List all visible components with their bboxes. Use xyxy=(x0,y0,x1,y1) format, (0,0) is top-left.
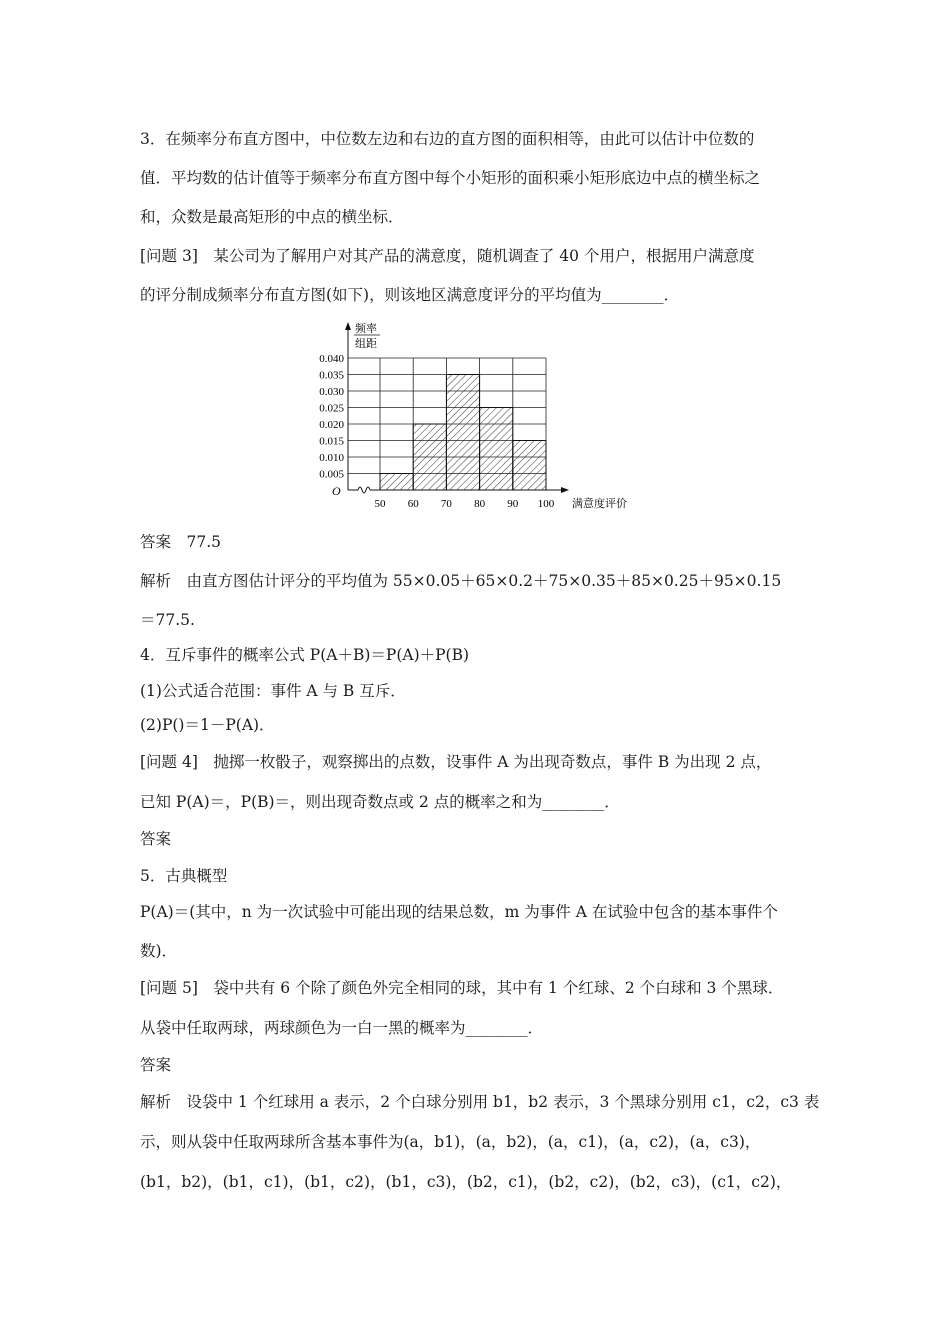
paragraph-line: (2)P()＝1－P(A)． xyxy=(140,716,275,734)
histogram-bar xyxy=(380,474,413,491)
axis-break xyxy=(358,487,370,493)
x-axis-arrow xyxy=(561,487,569,493)
paragraph-line: (1)公式适合范围：事件 A 与 B 互斥． xyxy=(140,682,406,700)
histogram-bar xyxy=(513,441,546,491)
y-label-bottom: 组距 xyxy=(355,338,377,350)
y-tick-label: 0.025 xyxy=(319,402,344,415)
y-axis-arrow xyxy=(345,322,351,330)
y-tick-label: 0.020 xyxy=(319,419,344,431)
y-tick-label: 0.035 xyxy=(319,369,344,382)
frequency-histogram xyxy=(296,318,646,514)
paragraph-line: 3．在频率分布直方图中，中位数左边和右边的直方图的面积相等，由此可以估计中位数的 xyxy=(140,130,755,148)
x-tick-label: 90 xyxy=(507,498,519,510)
solution-5-line: (b1，b2)，(b1，c1)，(b1，c2)，(b1，c3)，(b2，c1)，(b2，c2)，(b2，c3)，(c1，c2)， xyxy=(140,1173,792,1191)
paragraph-line: P(A)＝(其中，n 为一次试验中可能出现的结果总数，m 为事件 A 在试验中包含的基本事件个 xyxy=(140,903,778,921)
histogram-bar xyxy=(446,375,479,491)
y-tick-label: 0.015 xyxy=(319,435,344,448)
y-tick-label: 0.040 xyxy=(319,353,344,365)
problem-3-line: 的评分制成频率分布直方图(如下)，则该地区满意度评分的平均值为________． xyxy=(140,286,680,304)
x-tick-label: 100 xyxy=(537,498,555,510)
x-tick-label: 50 xyxy=(374,498,386,510)
problem-3-line: [问题 3] 某公司为了解用户对其产品的满意度，随机调查了 40 个用户，根据用户满意度 xyxy=(140,247,755,265)
paragraph-line: 值．平均数的估计值等于频率分布直方图中每个小矩形的面积乘小矩形底边中点的横坐标之 xyxy=(140,169,761,187)
histogram-bar xyxy=(480,408,513,491)
x-axis-label: 满意度评价 xyxy=(572,498,627,510)
x-tick-label: 70 xyxy=(440,498,452,510)
y-tick-label: 0.005 xyxy=(319,468,344,481)
problem-4-line: 已知 P(A)＝，P(B)＝，则出现奇数点或 2 点的概率之和为________． xyxy=(140,793,620,811)
paragraph-line: 和，众数是最高矩形的中点的横坐标． xyxy=(140,208,404,226)
paragraph-line: 数)． xyxy=(140,942,178,960)
y-tick-label: 0.030 xyxy=(319,386,344,398)
problem-5-line: [问题 5] 袋中共有 6 个除了颜色外完全相同的球，其中有 1 个红球、2 个白球和 3 个黑球． xyxy=(140,979,784,997)
origin-label: O xyxy=(332,484,341,498)
solution-3-line: ＝77.5. xyxy=(140,611,195,629)
answer-5: 答案 xyxy=(140,1056,172,1074)
solution-5-line: 解析 设袋中 1 个红球用 a 表示，2 个白球分别用 b1，b2 表示，3 个黑球分别用 c1，c2，c3 表 xyxy=(140,1093,820,1111)
solution-5-line: 示，则从袋中任取两球所含基本事件为(a，b1)，(a，b2)，(a，c1)，(a，c2)，(a，c3)， xyxy=(140,1133,761,1151)
problem-4-line: [问题 4] 抛掷一枚骰子，观察掷出的点数，设事件 A 为出现奇数点，事件 B 为出现 2 点， xyxy=(140,753,772,771)
histogram-bar xyxy=(413,424,446,490)
x-tick-label: 80 xyxy=(474,498,486,510)
answer-3: 答案 77.5 xyxy=(140,533,222,551)
section-5-heading: 5．古典概型 xyxy=(140,867,228,885)
x-tick-label: 60 xyxy=(407,498,419,510)
answer-4: 答案 xyxy=(140,830,172,848)
problem-5-line: 从袋中任取两球，两球颜色为一白一黑的概率为________． xyxy=(140,1019,544,1037)
y-tick-label: 0.010 xyxy=(319,452,344,464)
y-label-top: 频率 xyxy=(355,323,377,335)
solution-3-line: 解析 由直方图估计评分的平均值为 55×0.05＋65×0.2＋75×0.35＋85×0.25＋95×0.15 xyxy=(140,572,782,590)
section-4-heading: 4．互斥事件的概率公式 P(A＋B)＝P(A)＋P(B) xyxy=(140,646,470,664)
